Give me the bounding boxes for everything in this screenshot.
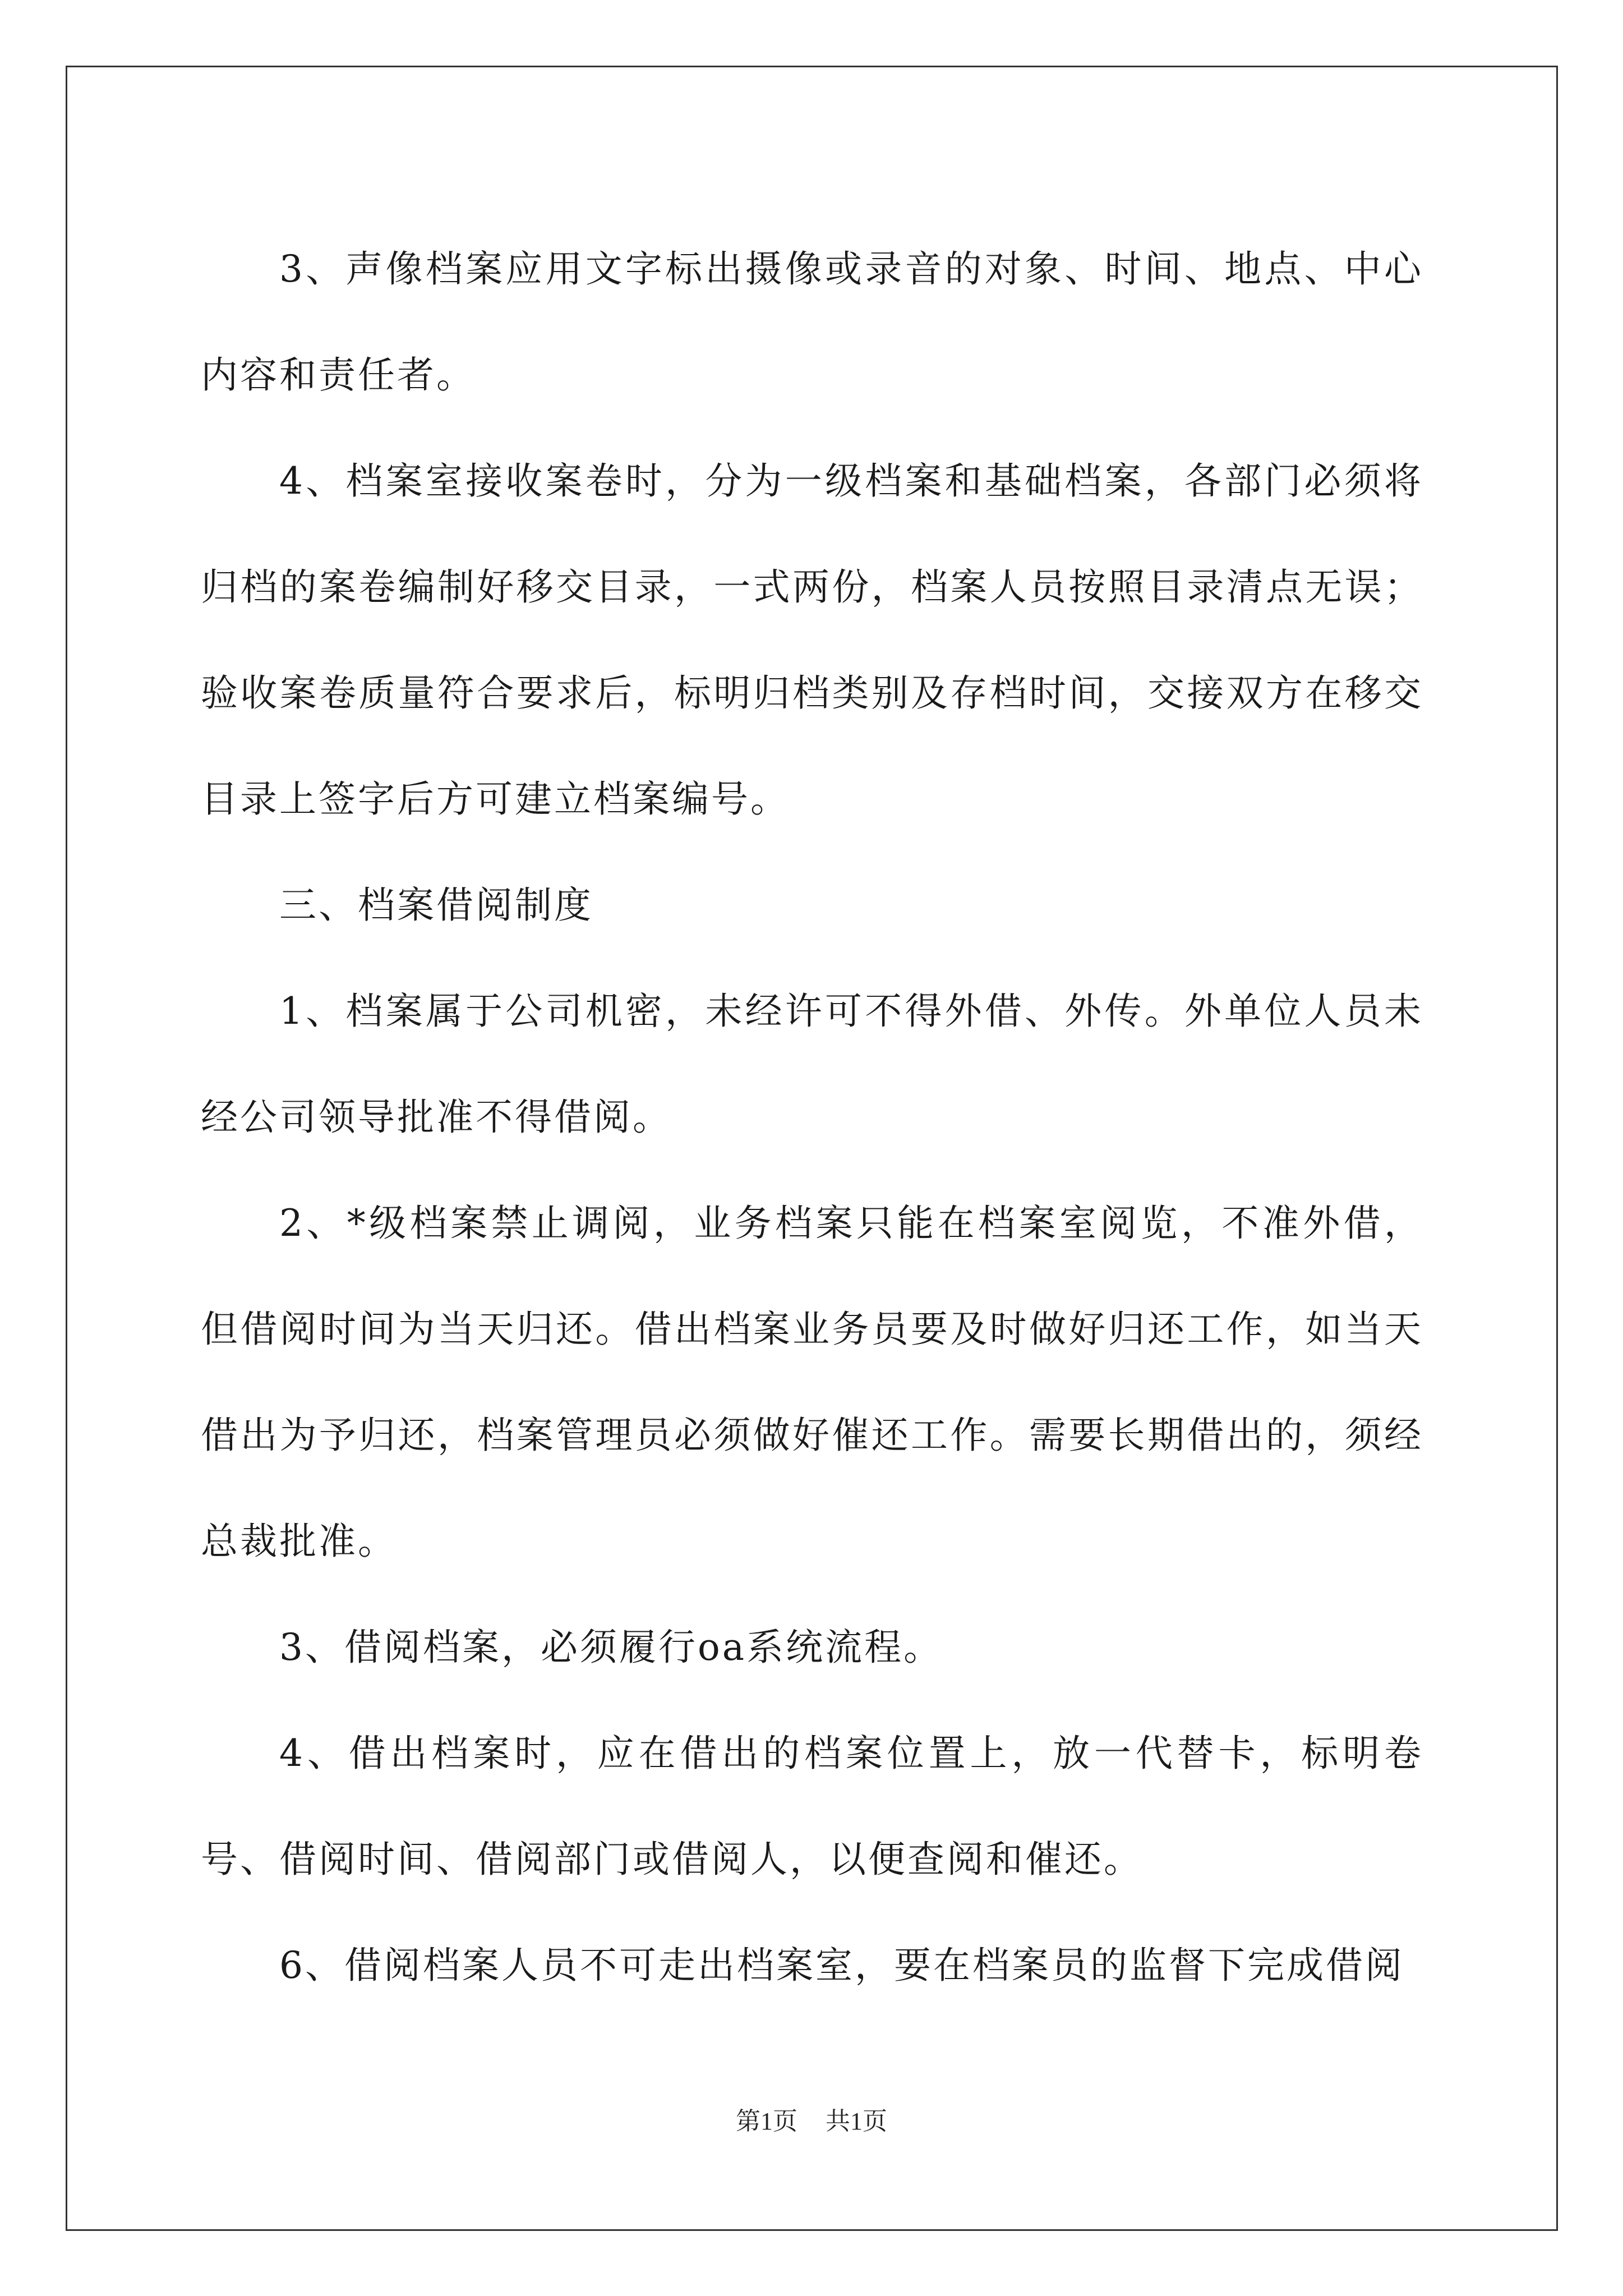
paragraph-1: 3、声像档案应用文字标出摄像或录音的对象、时间、地点、中心内容和责任者。 bbox=[201, 247, 1423, 397]
page-number-total: 共1页 bbox=[826, 2108, 887, 2135]
paragraph-7: 6、借阅档案人员不可走出档案室，要在档案员的监督下完成借阅 bbox=[279, 1944, 1404, 1987]
paragraph-4: 2、*级档案禁止调阅，业务档案只能在档案室阅览，不准外借，但借阅时间为当天归还。借出档案业务员要及时做好归还工作，如当天借出为予归还，档案管理员必须做好催还工作。需要长期借出的，须经总裁批准。 bbox=[201, 1202, 1423, 1563]
page-number-current: 第1页 bbox=[736, 2108, 797, 2135]
section-heading: 三、档案借阅制度 bbox=[279, 884, 593, 927]
paragraph-2: 4、档案室接收案卷时，分为一级档案和基础档案，各部门必须将归档的案卷编制好移交目录，一式两份，档案人员按照目录清点无误；验收案卷质量符合要求后，标明归档类别及存档时间，交接双方在移交目录上签字后方可建立档案编号。 bbox=[201, 459, 1423, 821]
paragraph-3: 1、档案属于公司机密，未经许可不得外借、外传。外单位人员未经公司领导批准不得借阅。 bbox=[201, 990, 1423, 1139]
document-body bbox=[201, 216, 1423, 2018]
paragraph-5: 3、借阅档案，必须履行oa系统流程。 bbox=[279, 1626, 943, 1669]
page-footer bbox=[0, 2101, 1623, 2137]
paragraph-6: 4、借出档案时，应在借出的档案位置上，放一代替卡，标明卷号、借阅时间、借阅部门或借阅人，以便查阅和催还。 bbox=[201, 1732, 1423, 1881]
